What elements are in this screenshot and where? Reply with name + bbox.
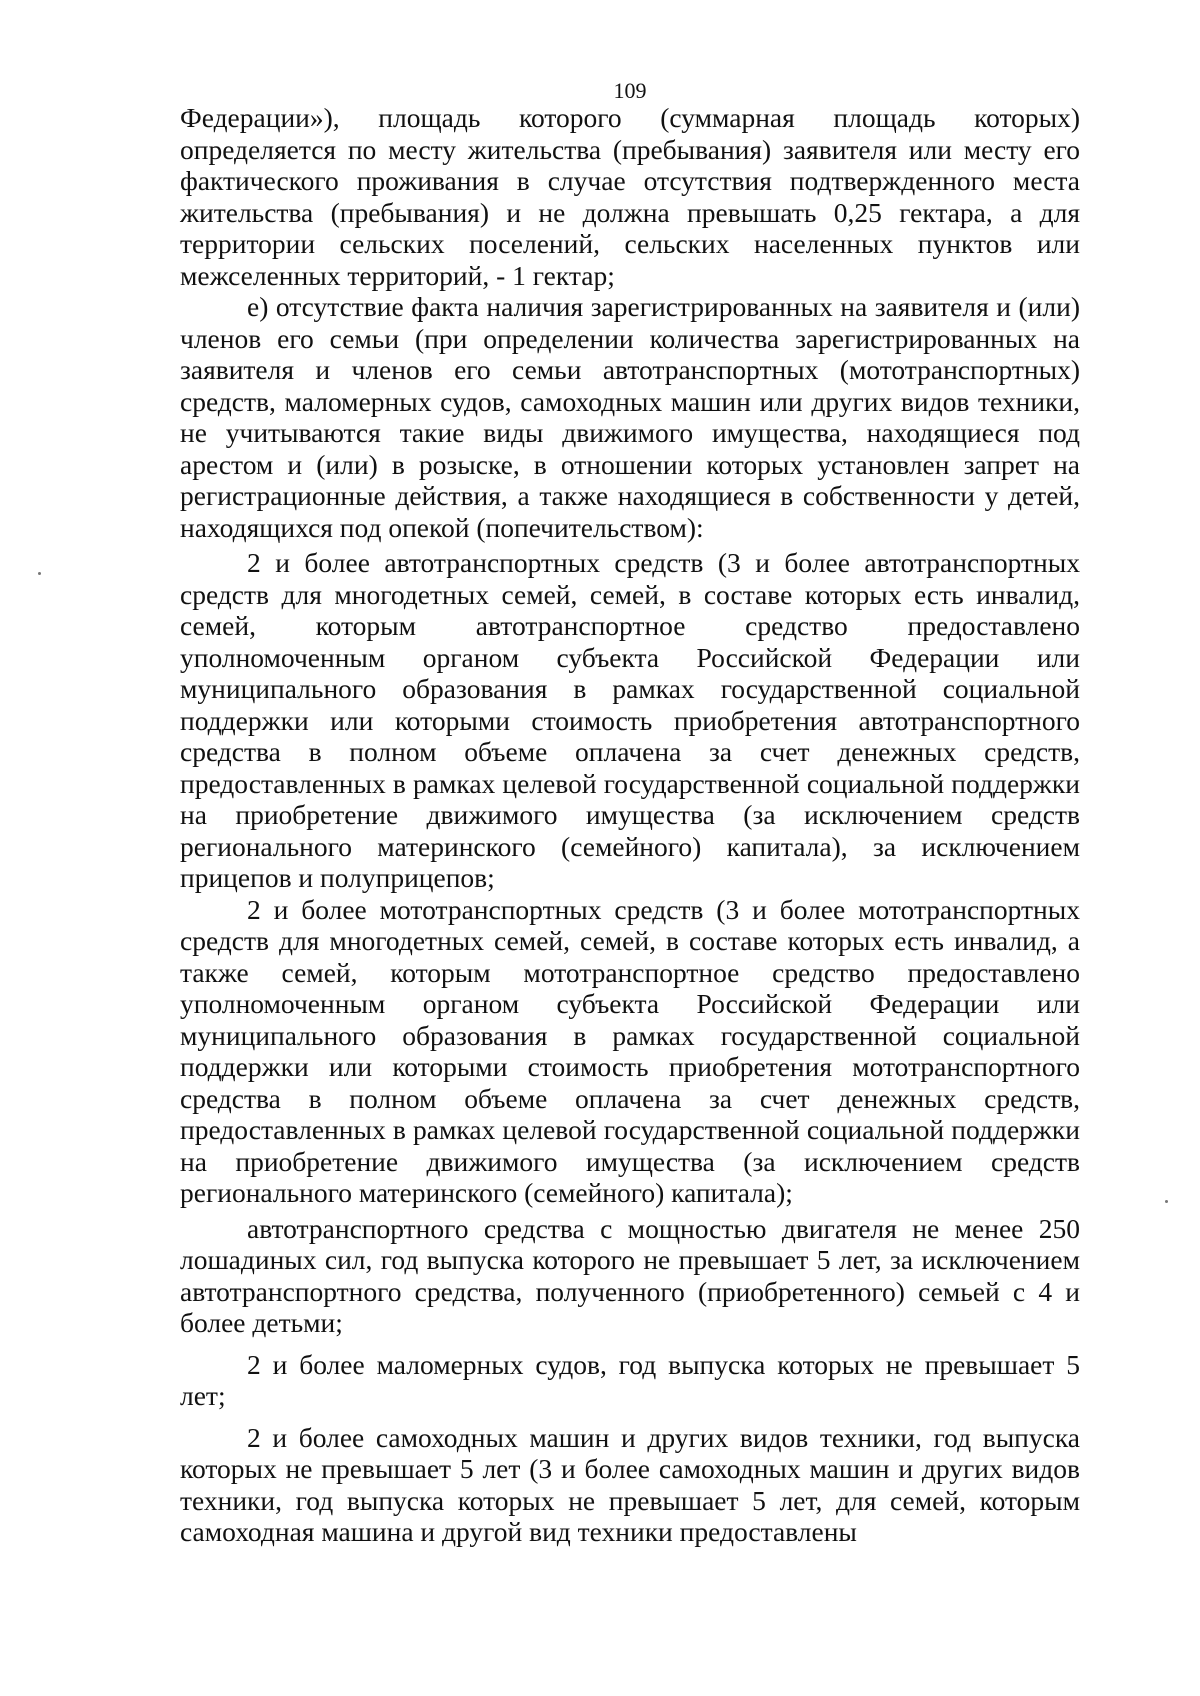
scan-speck xyxy=(38,572,41,575)
paragraph-autotransport: 2 и более автотранспортных средств (3 и более автотранспортных средств для многодетных семей, семей, в составе которых есть инвалид, семей, которым автотранспортное средство предоставлено уполномоченным органом субъекта Российской Федерации или муниципального образования в рамках государственной социальной поддержки или которыми стоимость приобретения автотранспортного средства в полном объеме оплачена за счет денежных средств, предоставленных в рамках целевой государственной социальной поддержки на приобретение движимого имущества (за исключением средств регионального материнского (семейного) капитала), за исключением прицепов и полуприцепов; xyxy=(180,547,1080,893)
paragraph-self-propelled: 2 и более самоходных машин и других видов техники, год выпуска которых не превышает 5 лет (3 и более самоходных машин и других видов техники, год выпуска которых не превышает 5 лет, для семей, которым самоходная машина и другой вид техники предоставлены xyxy=(180,1421,1080,1547)
paragraph-continuation: Федерации»), площадь которого (суммарная площадь которых) определяется по месту жительства (пребывания) заявителя или месту его фактического проживания в случае отсутствия подтвержденного места жительства (пребывания) и не должна превышать 0,25 гектара, а для территории сельских поселений, сельских населенных пунктов или межселенных территорий, - 1 гектар; xyxy=(180,102,1080,291)
paragraph-small-vessels: 2 и более маломерных судов, год выпуска которых не превышает 5 лет; xyxy=(180,1348,1080,1411)
page-number: 109 xyxy=(613,78,647,103)
paragraph-mototransport: 2 и более мототранспортных средств (3 и более мототранспортных средств для многодетных семей, семей, в составе которых есть инвалид, а также семей, которым мототранспортное средство предоставлено уполномоченным органом субъекта Российской Федерации или муниципального образования в рамках государственной социальной поддержки или которыми стоимость приобретения мототранспортного средства в полном объеме оплачена за счет денежных средств, предоставленных в рамках целевой государственной социальной поддержки на приобретение движимого имущества (за исключением средств регионального материнского (семейного) капитала); xyxy=(180,893,1080,1208)
scan-speck xyxy=(1165,1200,1168,1203)
paragraph-engine-power: автотранспортного средства с мощностью двигателя не менее 250 лошадиных сил, год выпуска которого не превышает 5 лет, за исключением автотранспортного средства, полученного (приобретенного) семьей с 4 и более детьми; xyxy=(180,1212,1080,1338)
paragraph-item-e: е) отсутствие факта наличия зарегистрированных на заявителя и (или) членов его семьи (при определении количества зарегистрированных на заявителя и членов его семьи автотранспортных (мототранспортных) средств, маломерных судов, самоходных машин или других видов техники, не учитываются такие виды движимого имущества, находящиеся под арестом и (или) в розыске, в отношении которых установлен запрет на регистрационные действия, а также находящиеся в собственности у детей, находящихся под опекой (попечительством): xyxy=(180,291,1080,543)
document-body xyxy=(180,102,1080,1548)
